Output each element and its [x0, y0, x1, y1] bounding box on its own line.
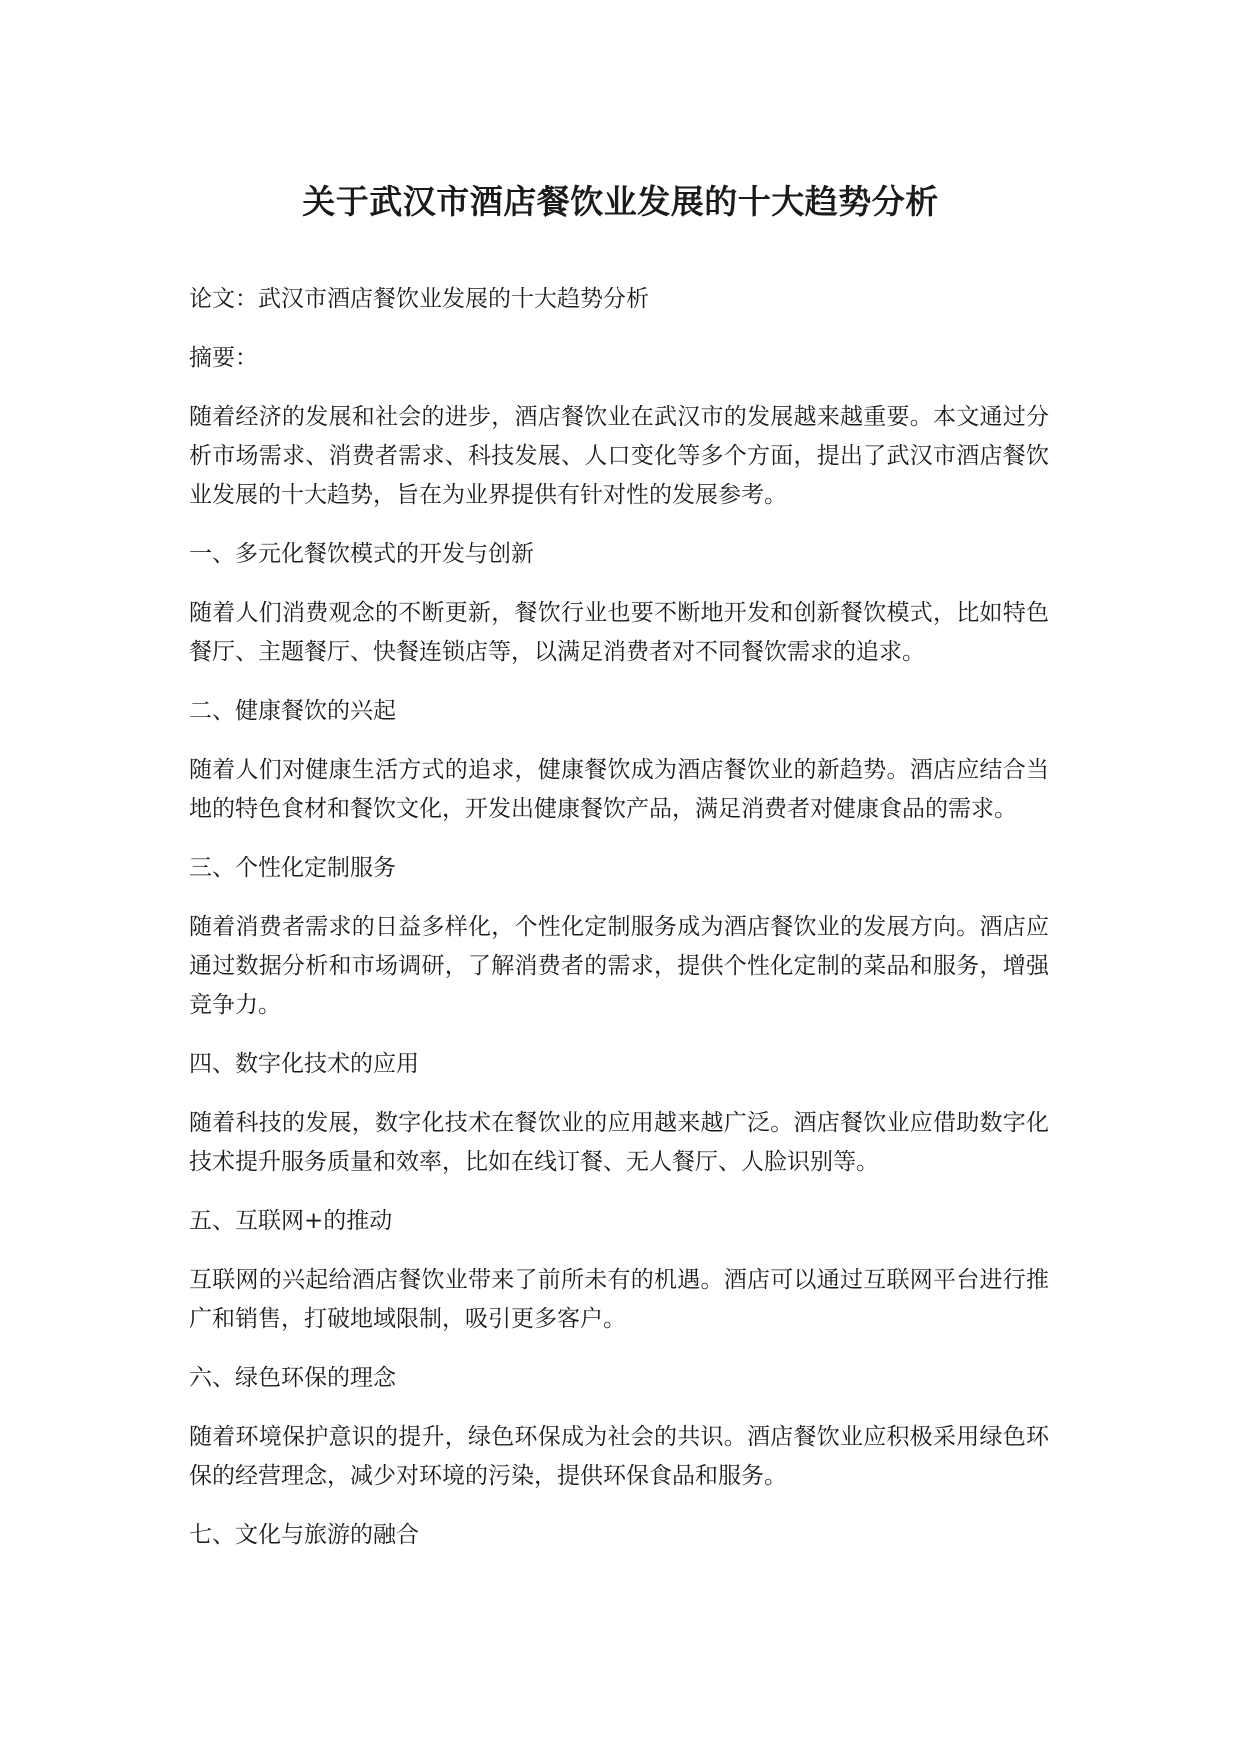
section-heading: 五、互联网+的推动 [189, 1208, 393, 1234]
section-heading: 七、文化与旅游的融合 [189, 1522, 419, 1548]
document-title: 关于武汉市酒店餐饮业发展的十大趋势分析 [302, 182, 939, 221]
section-body: 随着消费者需求的日益多样化，个性化定制服务成为酒店餐饮业的发展方向。酒店应通过数据分析和市场调研，了解消费者的需求，提供个性化定制的菜品和服务，增强竞争力。 [189, 914, 1049, 1018]
section-heading: 三、个性化定制服务 [189, 855, 396, 881]
abstract-text: 随着经济的发展和社会的进步，酒店餐饮业在武汉市的发展越来越重要。本文通过分析市场需求、消费者需求、科技发展、人口变化等多个方面，提出了武汉市酒店餐饮业发展的十大趋势，旨在为业界提供有针对性的发展参考。 [189, 404, 1049, 508]
abstract-label: 摘要： [189, 345, 258, 371]
section-body: 随着环境保护意识的提升，绿色环保成为社会的共识。酒店餐饮业应积极采用绿色环保的经营理念，减少对环境的污染，提供环保食品和服务。 [189, 1424, 1049, 1489]
paper-label: 论文：武汉市酒店餐饮业发展的十大趋势分析 [189, 286, 649, 312]
document-body [189, 280, 1049, 1575]
section-body: 随着人们消费观念的不断更新，餐饮行业也要不断地开发和创新餐饮模式，比如特色餐厅、主题餐厅、快餐连锁店等，以满足消费者对不同餐饮需求的追求。 [189, 600, 1049, 665]
section-heading: 六、绿色环保的理念 [189, 1365, 396, 1391]
section-body: 随着科技的发展，数字化技术在餐饮业的应用越来越广泛。酒店餐饮业应借助数字化技术提升服务质量和效率，比如在线订餐、无人餐厅、人脸识别等。 [189, 1110, 1049, 1175]
section-heading: 二、健康餐饮的兴起 [189, 698, 396, 724]
section-body: 随着人们对健康生活方式的追求，健康餐饮成为酒店餐饮业的新趋势。酒店应结合当地的特色食材和餐饮文化，开发出健康餐饮产品，满足消费者对健康食品的需求。 [189, 757, 1049, 822]
section-heading: 一、多元化餐饮模式的开发与创新 [189, 541, 534, 567]
section-body: 互联网的兴起给酒店餐饮业带来了前所未有的机遇。酒店可以通过互联网平台进行推广和销售，打破地域限制，吸引更多客户。 [189, 1267, 1049, 1332]
section-heading: 四、数字化技术的应用 [189, 1051, 419, 1077]
